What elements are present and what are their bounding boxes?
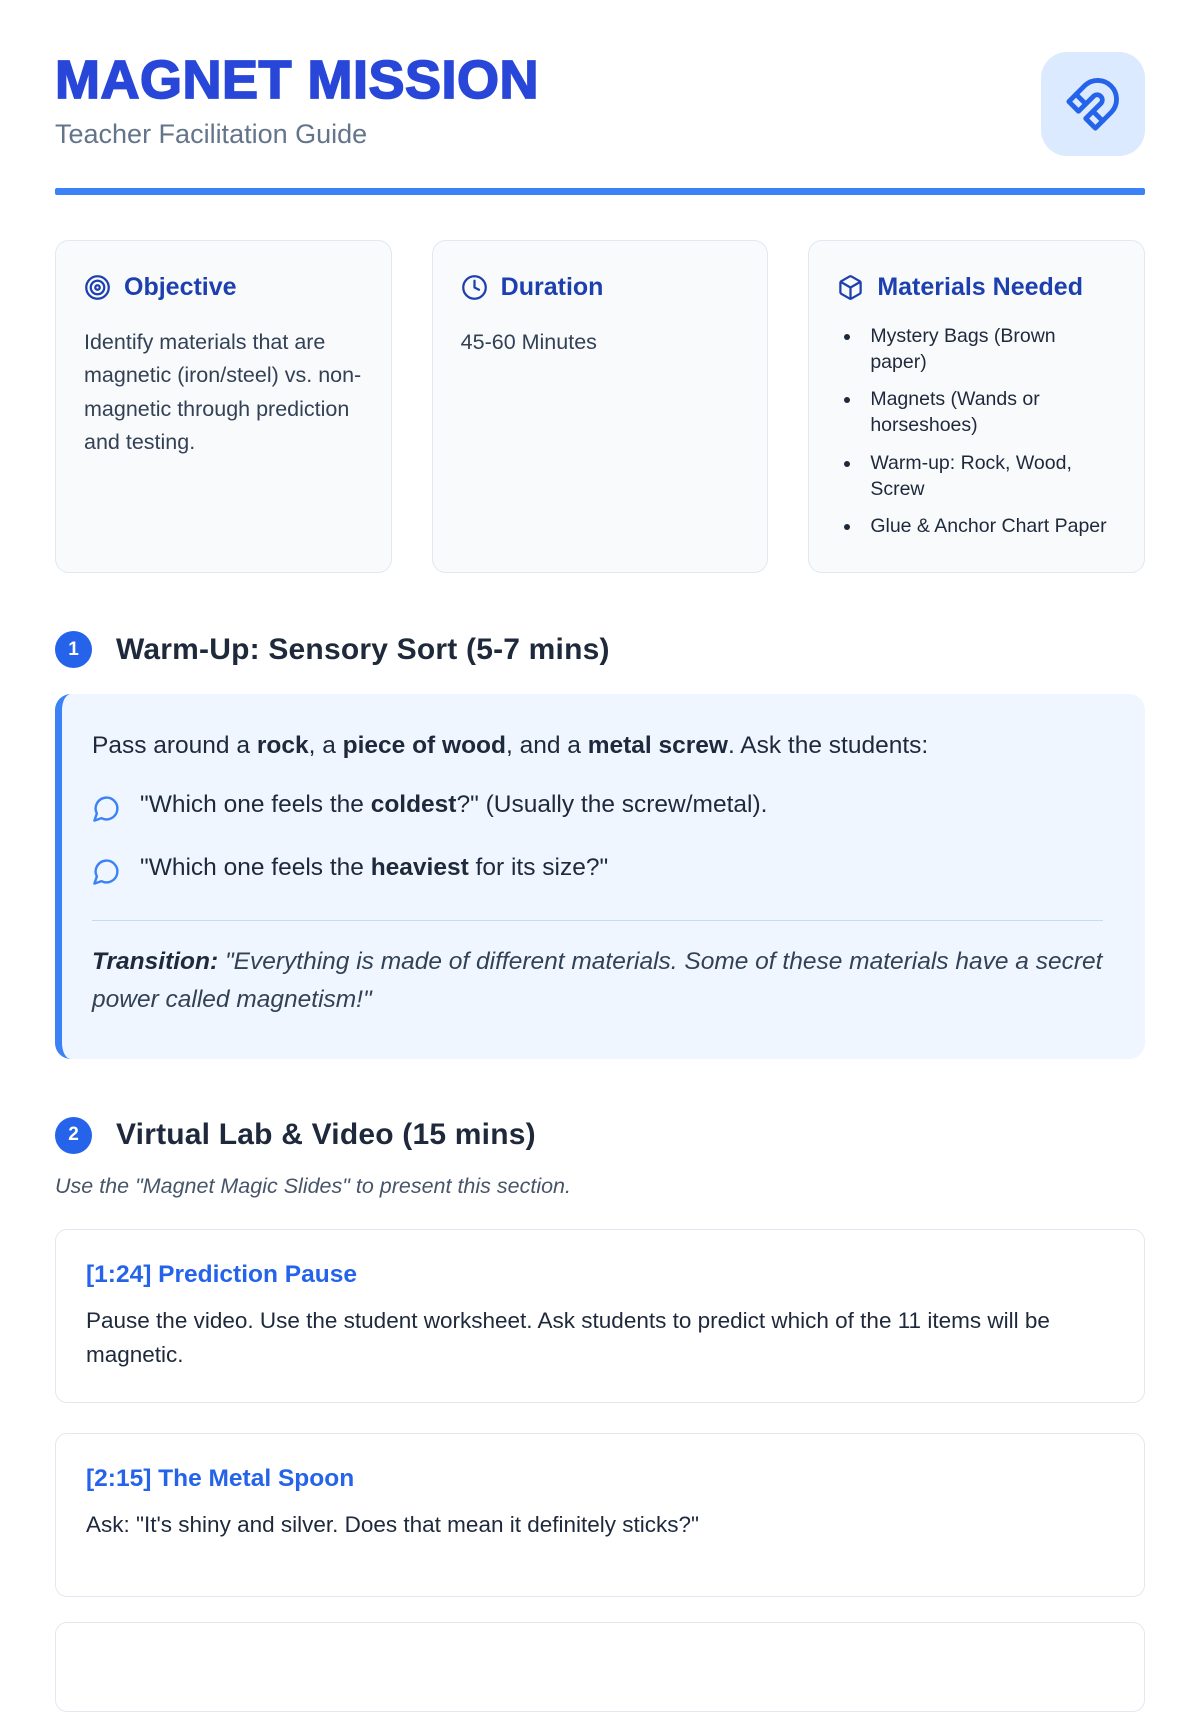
video-card-body: Ask: "It's shiny and silver. Does that mean it definitely sticks?" [86,1512,700,1538]
materials-card-header [837,273,1116,302]
question-segment: for its size?" [468,854,609,881]
intro-text: . Ask the students: [727,732,929,759]
intro-text: , and a [505,732,588,759]
duration-card [432,240,769,573]
section-2-note: Use the "Magnet Magic Slides" to present this section. [55,1173,571,1198]
question-row [92,791,1103,823]
materials-list-item: • Glue & Anchor Chart Paper [862,514,1116,540]
materials-list-item: • Warm-up: Rock, Wood, Screw [862,451,1116,502]
section-1-title: Warm-Up: Sensory Sort (5-7 mins) [116,632,610,666]
materials-list-item: • Magnets (Wands or horseshoes) [862,387,1116,438]
target-icon [84,274,111,301]
question-text [140,854,608,882]
callout-divider [92,920,1103,921]
section-2-number-badge: 2 [55,1117,92,1154]
question-text [140,791,767,819]
page-title: MAGNET MISSION [55,50,540,110]
objective-card-header [84,273,363,302]
box-icon [837,274,864,301]
header-text [55,52,539,150]
question-row [92,854,1103,886]
video-card-body: Pause the video. Use the student worksheet. Ask students to predict which of the 11 items will be magnetic. [86,1307,1050,1367]
video-card-metal-spoon [55,1433,1145,1597]
section-2-title: Virtual Lab & Video (15 mins) [116,1118,536,1152]
duration-card-header [461,273,740,302]
objective-card-body: Identify materials that are magnetic (iron/steel) vs. non-magnetic through prediction and testing. [84,330,362,454]
magnet-icon [1064,75,1122,133]
info-card-row [55,240,1145,573]
question-segment: "Which one feels the [140,791,371,818]
video-card-title: [2:15] The Metal Spoon [86,1465,355,1493]
section-2-heading [55,1117,1145,1154]
question-segment: ?" (Usually the screw/metal). [456,791,768,818]
intro-bold: rock [256,732,309,759]
question-segment: "Which one feels the [140,854,371,881]
section-1-number-badge: 1 [55,631,92,668]
question-bold: heaviest [370,854,469,881]
speech-bubble-icon [92,857,121,886]
header [55,52,1145,156]
magnet-icon-tile [1041,52,1145,156]
header-divider [55,188,1145,195]
transition-text: "Everything is made of different materials. Some of these materials have a secret power called magnetism!" [92,948,1103,1013]
video-card-partial [55,1622,1145,1712]
transition-note [92,943,1103,1019]
duration-card-title: Duration [500,273,604,301]
section-1-heading [55,631,1145,668]
objective-card-title: Objective [124,273,237,301]
speech-bubble-icon [92,794,121,823]
intro-text: Pass around a [92,732,257,759]
intro-bold: metal screw [587,732,728,759]
transition-label: Transition: [92,948,219,975]
materials-card-title: Materials Needed [877,273,1083,301]
page-subtitle: Teacher Facilitation Guide [55,118,368,149]
materials-list-item: • Mystery Bags (Brown paper) [862,324,1116,375]
question-bold: coldest [370,791,457,818]
intro-bold: piece of wood [342,732,506,759]
warm-up-intro [92,732,1103,760]
intro-text: , a [308,732,343,759]
video-card-prediction-pause [55,1229,1145,1404]
materials-list [837,324,1116,540]
objective-card [55,240,392,573]
clock-icon [461,274,488,301]
video-card-title: [1:24] Prediction Pause [86,1260,357,1288]
materials-card [808,240,1145,573]
warm-up-callout [55,694,1145,1059]
duration-card-body: 45-60 Minutes [460,330,597,354]
